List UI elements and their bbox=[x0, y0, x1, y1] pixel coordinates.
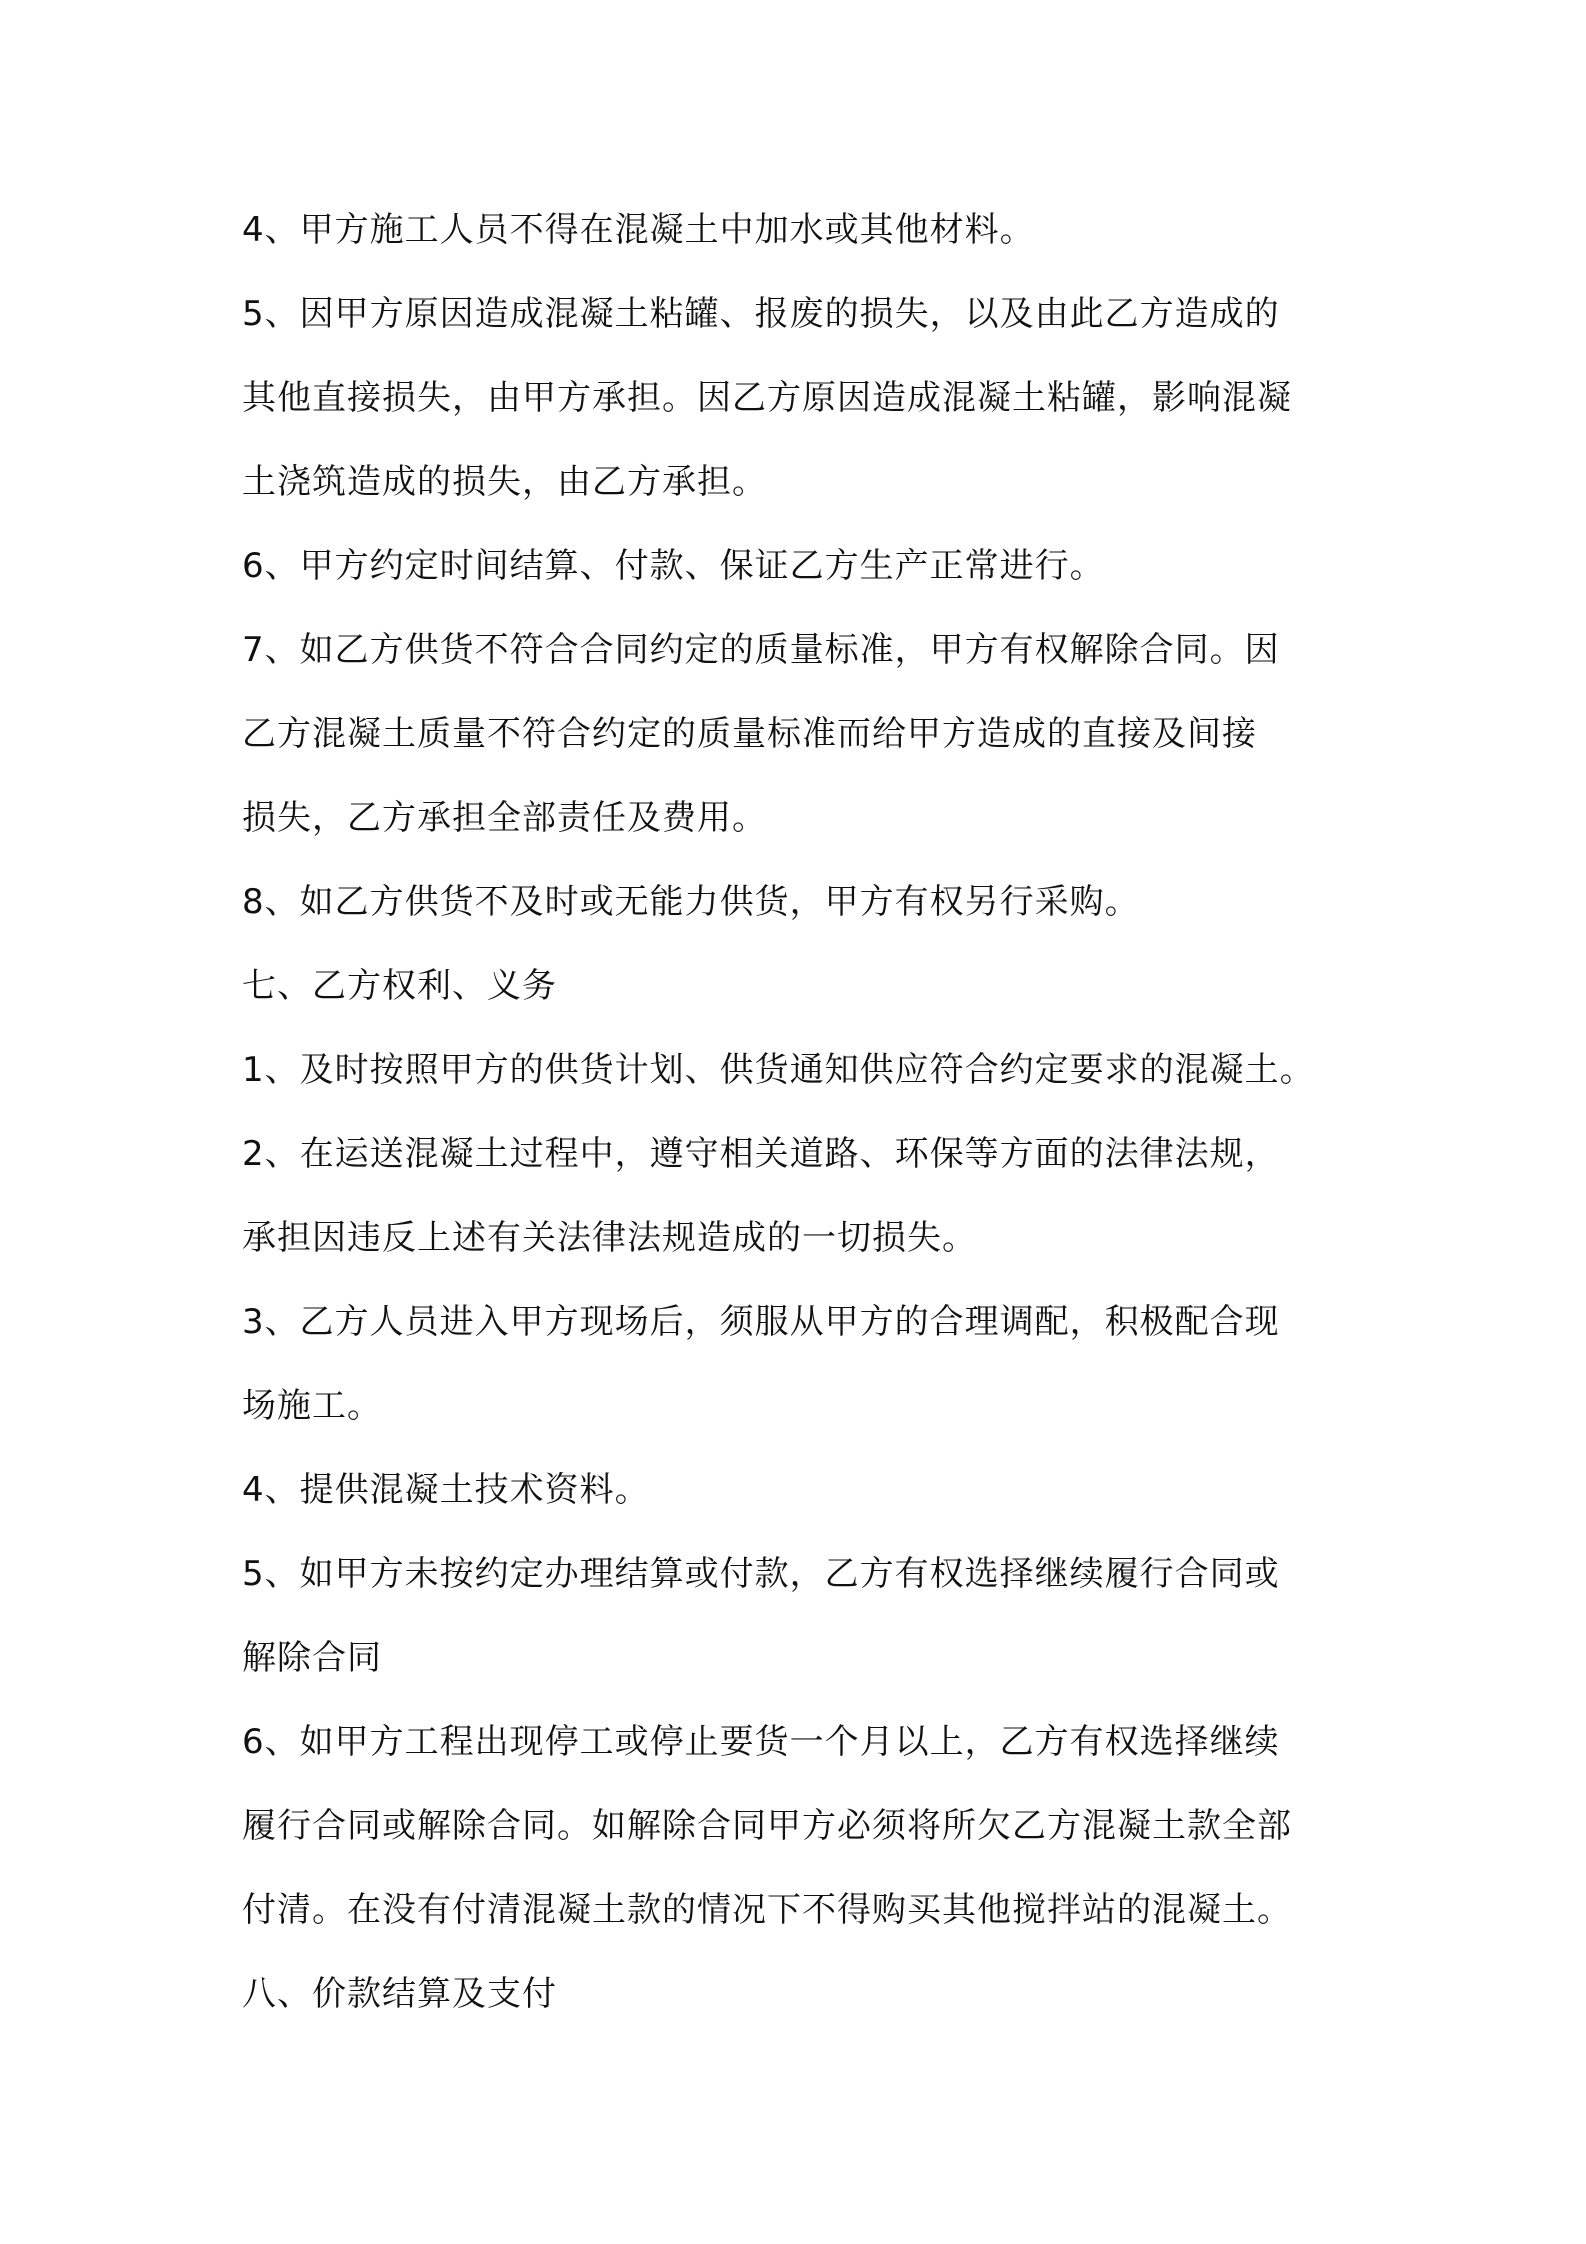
text-line: 场施工。 bbox=[242, 1386, 382, 1426]
text-line: 4、提供混凝土技术资料。 bbox=[242, 1470, 650, 1510]
text-line: 2、在运送混凝土过程中，遵守相关道路、环保等方面的法律法规， bbox=[242, 1134, 1280, 1174]
text-line: 7、如乙方供货不符合合同约定的质量标准，甲方有权解除合同。因 bbox=[242, 630, 1280, 670]
text-line: 其他直接损失，由甲方承担。因乙方原因造成混凝土粘罐，影响混凝 bbox=[242, 378, 1292, 418]
text-line: 乙方混凝土质量不符合约定的质量标准而给甲方造成的直接及间接 bbox=[242, 714, 1257, 754]
text-line: 损失，乙方承担全部责任及费用。 bbox=[242, 798, 767, 838]
section-heading: 七、乙方权利、义务 bbox=[242, 966, 557, 1006]
text-line: 6、甲方约定时间结算、付款、保证乙方生产正常进行。 bbox=[242, 546, 1105, 586]
text-line: 6、如甲方工程出现停工或停止要货一个月以上，乙方有权选择继续 bbox=[242, 1722, 1280, 1762]
text-line: 8、如乙方供货不及时或无能力供货，甲方有权另行采购。 bbox=[242, 882, 1140, 922]
document-body bbox=[242, 188, 1372, 2036]
text-line: 土浇筑造成的损失，由乙方承担。 bbox=[242, 462, 767, 502]
text-line: 5、因甲方原因造成混凝土粘罐、报废的损失，以及由此乙方造成的 bbox=[242, 294, 1280, 334]
text-line: 1、及时按照甲方的供货计划、供货通知供应符合约定要求的混凝土。 bbox=[242, 1050, 1315, 1090]
text-line: 解除合同 bbox=[242, 1638, 382, 1678]
text-line: 承担因违反上述有关法律法规造成的一切损失。 bbox=[242, 1218, 977, 1258]
text-line: 3、乙方人员进入甲方现场后，须服从甲方的合理调配，积极配合现 bbox=[242, 1302, 1280, 1342]
text-line: 付清。在没有付清混凝土款的情况下不得购买其他搅拌站的混凝土。 bbox=[242, 1890, 1292, 1930]
text-line: 5、如甲方未按约定办理结算或付款，乙方有权选择继续履行合同或 bbox=[242, 1554, 1280, 1594]
text-line: 履行合同或解除合同。如解除合同甲方必须将所欠乙方混凝土款全部 bbox=[242, 1806, 1292, 1846]
section-heading: 八、价款结算及支付 bbox=[242, 1974, 557, 2014]
text-line: 4、甲方施工人员不得在混凝土中加水或其他材料。 bbox=[242, 210, 1035, 250]
